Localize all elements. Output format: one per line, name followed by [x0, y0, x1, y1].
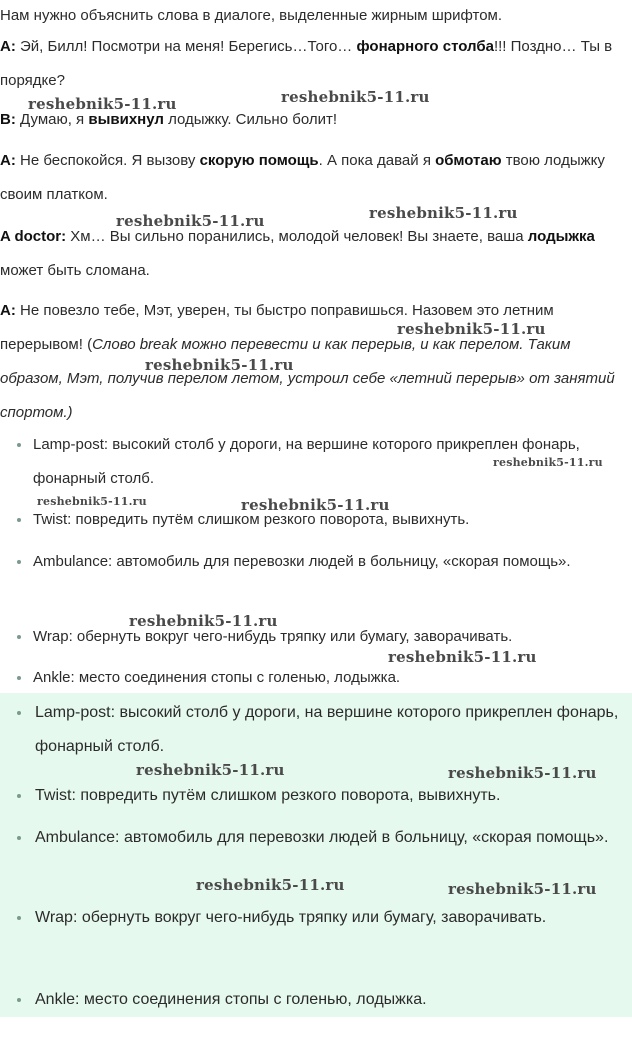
dialogue-line-3: A: Не беспокойся. Я вызову скорую помощь. А пока давай я обмотаю твою лодыжку своим платком.	[0, 152, 605, 203]
speaker: A doctor:	[0, 228, 67, 245]
watermark: reshebnik5-11.ru	[196, 876, 345, 894]
list-item: Ankle: место соединения стопы с голенью, лодыжка.	[0, 983, 620, 1017]
list-item: Wrap: обернуть вокруг чего-нибудь тряпку или бумагу, заворачивать.	[0, 620, 600, 654]
speaker: B:	[0, 111, 16, 128]
dialogue-line-2: B: Думаю, я вывихнул лодыжку. Сильно болит!	[0, 111, 338, 128]
bold-term: скорую помощь	[199, 152, 319, 169]
dialogue-line-5: A: Не повезло тебе, Мэт, уверен, ты быстро поправишься. Назовем это летним перерывом! (Слово break можно перевести и как перерыв, и как перелом. Таким образом, Мэт, получив перелом летом, устроил себе «летний перерыв» от занятий спортом.)	[0, 302, 615, 421]
speaker: A:	[0, 38, 16, 55]
watermark: reshebnik5-11.ru	[136, 761, 285, 779]
note-italic: Слово break можно перевести и как перерыв, и как перелом. Таким образом, Мэт, получив перелом летом, устроил себе «летний перерыв» от занятий спортом.)	[0, 336, 615, 421]
watermark: reshebnik5-11.ru	[37, 495, 147, 508]
watermark: reshebnik5-11.ru	[388, 648, 537, 666]
list-item: Twist: повредить путём слишком резкого поворота, вывихнуть.	[0, 503, 600, 537]
speaker: A:	[0, 302, 16, 319]
dialogue-line-4: A doctor: Хм… Вы сильно поранились, молодой человек! Вы знаете, ваша лодыжка может быть сломана.	[0, 228, 595, 279]
watermark: reshebnik5-11.ru	[145, 356, 294, 374]
watermark: reshebnik5-11.ru	[241, 496, 390, 514]
bold-term: лодыжка	[527, 228, 595, 245]
watermark: reshebnik5-11.ru	[448, 764, 597, 782]
highlight-block	[0, 693, 632, 1017]
list-item: Ambulance: автомобиль для перевозки людей в больницу, «скорая помощь».	[0, 545, 600, 579]
watermark: reshebnik5-11.ru	[493, 456, 603, 469]
list-item: Lamp-post: высокий столб у дороги, на вершине которого прикреплен фонарь, фонарный столб.	[0, 428, 600, 496]
bold-term: вывихнул	[88, 111, 164, 128]
watermark: reshebnik5-11.ru	[116, 212, 265, 230]
list-item: Lamp-post: высокий столб у дороги, на вершине которого прикреплен фонарь, фонарный столб.	[0, 696, 620, 764]
intro-text: Нам нужно объяснить слова в диалоге, выделенные жирным шрифтом.	[0, 7, 503, 24]
watermark: reshebnik5-11.ru	[397, 320, 546, 338]
watermark: reshebnik5-11.ru	[281, 88, 430, 106]
speaker: A:	[0, 152, 16, 169]
watermark: reshebnik5-11.ru	[448, 880, 597, 898]
watermark: reshebnik5-11.ru	[28, 95, 177, 113]
bold-term: обмотаю	[435, 152, 502, 169]
list-item: Ankle: место соединения стопы с голенью, лодыжка.	[0, 661, 600, 695]
watermark: reshebnik5-11.ru	[129, 612, 278, 630]
list-item: Ambulance: автомобиль для перевозки людей в больницу, «скорая помощь».	[0, 821, 620, 855]
bold-term: фонарного столба	[356, 38, 494, 55]
list-item: Twist: повредить путём слишком резкого поворота, вывихнуть.	[0, 779, 620, 813]
dialogue-line-1: A: Эй, Билл! Посмотри на меня! Берегись…Того… фонарного столба!!! Поздно… Ты в порядке?	[0, 38, 613, 89]
watermark: reshebnik5-11.ru	[369, 204, 518, 222]
list-item: Wrap: обернуть вокруг чего-нибудь тряпку или бумагу, заворачивать.	[0, 901, 620, 935]
